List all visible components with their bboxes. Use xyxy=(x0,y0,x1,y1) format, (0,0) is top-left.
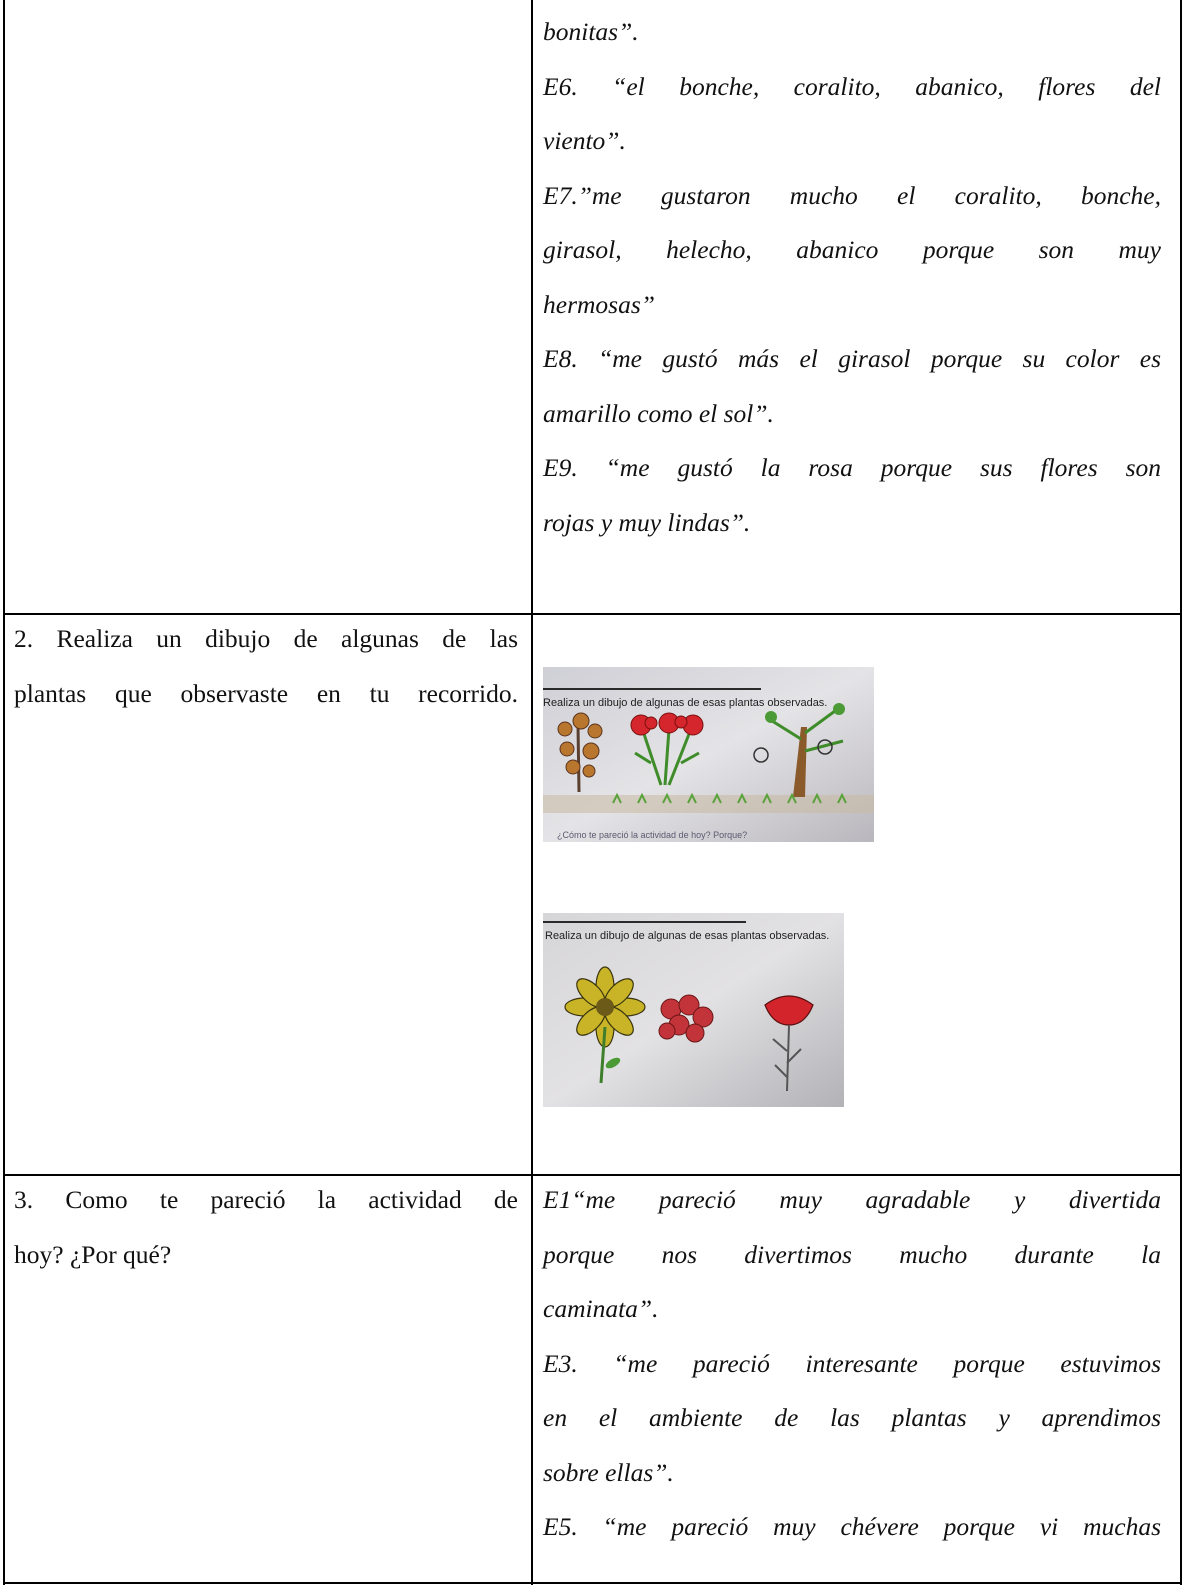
row1-answers xyxy=(543,5,1161,550)
answer-line: porque nos divertimos mucho durante la xyxy=(543,1239,1161,1269)
question-line: plantas que observaste en tu recorrido. xyxy=(14,678,518,708)
drawing-photo-2-caption: Realiza un dibujo de algunas de esas plantas observadas. xyxy=(545,930,830,942)
answer-line: bonitas”. xyxy=(543,17,639,46)
table-right-border xyxy=(1180,0,1182,1585)
answer-line: rojas y muy lindas”. xyxy=(543,507,751,537)
answer-line: E7.”me gustaron mucho el coralito, bonche, xyxy=(543,180,1161,210)
answer-line: en el ambiente de las plantas y aprendimos xyxy=(543,1403,1161,1432)
drawing-photo-1 xyxy=(543,667,874,842)
answer-line: E1“me pareció muy agradable y divertida xyxy=(543,1185,1161,1214)
answer-line: caminata”. xyxy=(543,1294,659,1323)
answer-line: girasol, helecho, abanico porque son muy xyxy=(543,235,1161,264)
table-column-divider xyxy=(531,0,533,1585)
answer-line: amarillo como el sol”. xyxy=(543,398,774,428)
drawing-photo-2 xyxy=(543,913,844,1107)
question-line: 3. Como te pareció la actividad de xyxy=(14,1185,518,1214)
answer-line: E8. “me gustó más el girasol porque su color es xyxy=(543,344,1161,373)
answer-line: E6. “el bonche, coralito, abanico, flores del xyxy=(543,71,1161,101)
drawing-photo-1-caption: Realiza un dibujo de algunas de esas plantas observadas. xyxy=(543,697,828,709)
answer-line: E5. “me pareció muy chévere porque vi muchas xyxy=(543,1512,1161,1541)
drawing-photo-2-image xyxy=(543,913,844,1107)
question-3 xyxy=(14,1173,518,1282)
drawing-photo-1-rule xyxy=(543,688,761,690)
question-2 xyxy=(14,612,518,721)
row3-answers xyxy=(543,1173,1161,1555)
drawing-photo-2-rule xyxy=(543,921,746,923)
answer-line: E9. “me gustó la rosa porque sus flores son xyxy=(543,453,1161,482)
question-line: 2. Realiza un dibujo de algunas de las xyxy=(14,624,518,653)
answer-line: viento”. xyxy=(543,126,626,155)
table-bottom-border xyxy=(3,1582,1182,1584)
drawing-photo-1-image xyxy=(543,667,874,842)
question-line: hoy? ¿Por qué? xyxy=(14,1239,172,1269)
answer-line: sobre ellas”. xyxy=(543,1457,674,1487)
table-left-border xyxy=(3,0,5,1585)
drawing-photo-1-bottom-caption: ¿Cómo te pareció la actividad de hoy? Porque? xyxy=(557,830,748,840)
answer-line: hermosas” xyxy=(543,289,655,319)
answer-line: E3. “me pareció interesante porque estuvimos xyxy=(543,1348,1161,1378)
